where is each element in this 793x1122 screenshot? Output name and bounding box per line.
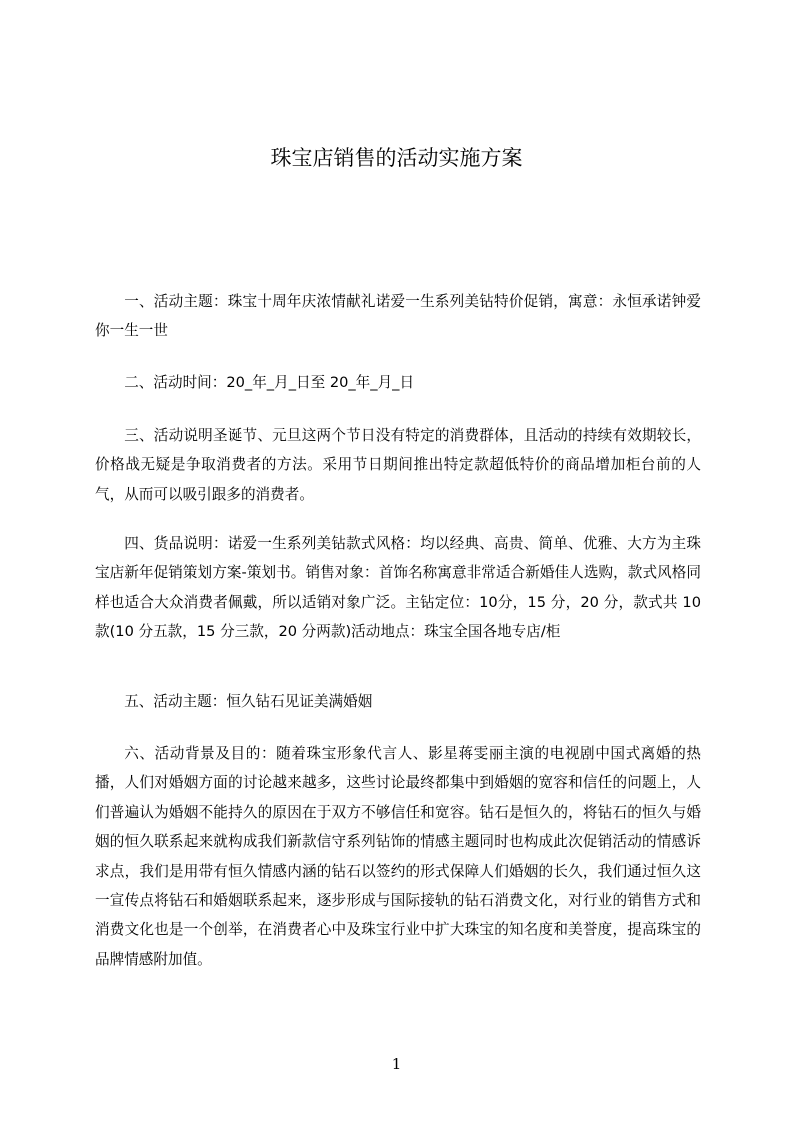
paragraph-activity-theme: 一、活动主题：珠宝十周年庆浓情献礼诺爱一生系列美钻特价促销，寓意：永恒承诺钟爱你一生一世 bbox=[95, 293, 701, 340]
document-title: 珠宝店销售的活动实施方案 bbox=[270, 146, 523, 170]
paragraph-activity-time: 二、活动时间：20_年_月_日至 20_年_月_日 bbox=[124, 374, 415, 391]
paragraph-background-purpose: 六、活动背景及目的：随着珠宝形象代言人、影星蒋雯丽主演的电视剧中国式离婚的热播，人们对婚姻方面的讨论越来越多，这些讨论最终都集中到婚姻的宽容和信任的问题上，人们普遍认为婚姻不能持久的原因在于双方不够信任和宽容。钻石是恒久的，将钻石的恒久与婚姻的恒久联系起来就构成我们新款信守系列钻饰的情感主题同时也构成此次促销活动的情感诉求点，我们是用带有恒久情感内涵的钻石以签约的形式保障人们婚姻的长久，我们通过恒久这一宣传点将钻石和婚姻联系起来，逐步形成与国际接轨的钻石消费文化，对行业的销售方式和消费文化也是一个创举，在消费者心中及珠宝行业中扩大珠宝的知名度和美誉度，提高珠宝的品牌情感附加值。 bbox=[95, 745, 701, 968]
paragraph-activity-description: 三、活动说明圣诞节、元旦这两个节日没有特定的消费群体，且活动的持续有效期较长，价格战无疑是争取消费者的方法。采用节日期间推出特定款超低特价的商品增加柜台前的人气，从而可以吸引跟多的消费者。 bbox=[95, 427, 701, 503]
paragraph-activity-theme-2: 五、活动主题：恒久钻石见证美满婚姻 bbox=[124, 693, 373, 710]
paragraph-product-description: 四、货品说明：诺爱一生系列美钻款式风格：均以经典、高贵、简单、优雅、大方为主珠宝店新年促销策划方案-策划书。销售对象：首饰名称寓意非常适合新婚佳人选购，款式风格同样也适合大众消费者佩戴，所以适销对象广泛。主钻定位：10分，15 分，20 分，款式共 10 款(10 分五款，15 分三款，20 分两款)活动地点：珠宝全国各地专店/柜 bbox=[95, 535, 701, 641]
page-number: 1 bbox=[391, 1055, 402, 1073]
